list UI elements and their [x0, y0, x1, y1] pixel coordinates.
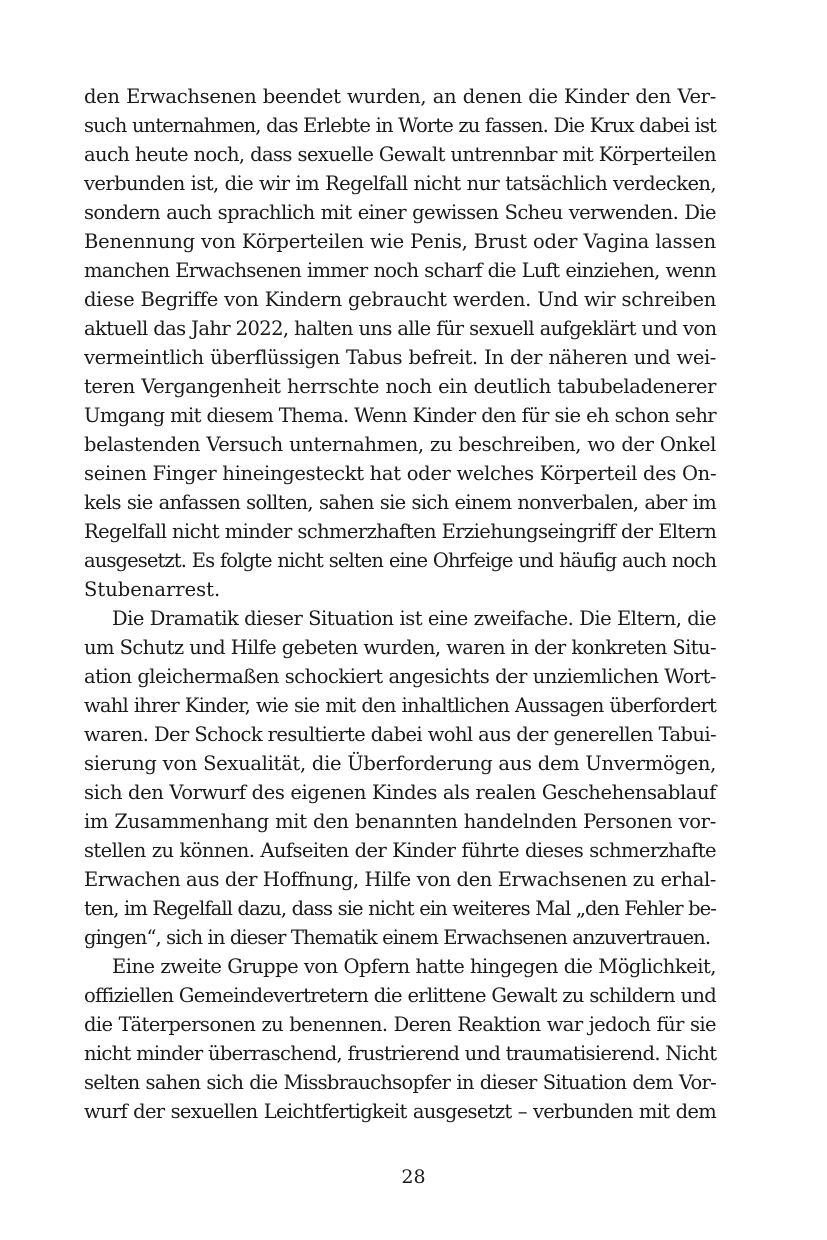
- text-line: nicht minder überraschend, frustrierend und traumatisierend. Nicht: [84, 1042, 717, 1065]
- text-line: offiziellen Gemeindevertretern die erlittene Gewalt zu schildern und: [84, 984, 716, 1007]
- text-line: vermeintlich überflüssigen Tabus befreit. In der näheren und wei-: [84, 346, 716, 369]
- text-line: Eine zweite Gruppe von Opfern hatte hingegen die Möglichkeit,: [112, 955, 716, 978]
- text-line: Stubenarrest.: [84, 578, 221, 601]
- text-line: sich den Vorwurf des eigenen Kindes als realen Geschehensablauf: [84, 781, 716, 804]
- text-line: manchen Erwachsenen immer noch scharf die Luft einziehen, wenn: [84, 259, 716, 282]
- paragraph-3: [84, 952, 716, 1126]
- text-line: selten sahen sich die Missbrauchsopfer in dieser Situation dem Vor-: [84, 1071, 716, 1094]
- text-line: kels sie anfassen sollten, sahen sie sich einem nonverbalen, aber im: [84, 491, 716, 514]
- text-line: um Schutz und Hilfe gebeten wurden, waren in der konkreten Situ-: [84, 636, 716, 659]
- text-line: such unternahmen, das Erlebte in Worte zu fassen. Die Krux dabei ist: [84, 114, 716, 137]
- book-page-text: [84, 82, 716, 1126]
- text-line: belastenden Versuch unternahmen, zu beschreiben, wo der Onkel: [84, 433, 716, 456]
- text-line: aktuell das Jahr 2022, halten uns alle für sexuell aufgeklärt und von: [84, 317, 717, 340]
- text-line: sondern auch sprachlich mit einer gewissen Scheu verwenden. Die: [84, 201, 716, 224]
- text-line: waren. Der Schock resultierte dabei wohl aus der generellen Tabui-: [84, 723, 716, 746]
- text-line: im Zusammenhang mit den benannten handelnden Personen vor-: [84, 810, 716, 833]
- page-number: 28: [401, 1166, 426, 1188]
- text-line: wurf der sexuellen Leichtfertigkeit ausgesetzt – verbunden mit dem: [84, 1100, 716, 1123]
- text-line: verbunden ist, die wir im Regelfall nicht nur tatsächlich verdecken,: [84, 172, 716, 195]
- text-line: gingen“, sich in dieser Thematik einem Erwachsenen anzuvertrauen.: [84, 926, 711, 949]
- text-line: Erwachen aus der Hoffnung, Hilfe von den Erwachsenen zu erhal-: [84, 868, 716, 891]
- text-line: Regelfall nicht minder schmerzhaften Erziehungseingriff der Eltern: [84, 520, 717, 543]
- text-line: teren Vergangenheit herrschte noch ein deutlich tabubeladenerer: [84, 375, 716, 398]
- paragraph-1: [84, 82, 716, 604]
- text-line: seinen Finger hineingesteckt hat oder welches Körperteil des On-: [84, 462, 717, 485]
- text-line: Die Dramatik dieser Situation ist eine zweifache. Die Eltern, die: [112, 607, 716, 630]
- text-line: die Täterpersonen zu benennen. Deren Reaktion war jedoch für sie: [84, 1013, 716, 1036]
- text-line: wahl ihrer Kinder, wie sie mit den inhaltlichen Aussagen überfordert: [84, 694, 716, 717]
- text-line: Umgang mit diesem Thema. Wenn Kinder den für sie eh schon sehr: [84, 404, 716, 427]
- text-line: ausgesetzt. Es folgte nicht selten eine Ohrfeige und häufig auch noch: [84, 549, 716, 572]
- text-line: ation gleichermaßen schockiert angesichts der unziemlichen Wort-: [84, 665, 716, 688]
- text-line: Benennung von Körperteilen wie Penis, Brust oder Vagina lassen: [84, 230, 716, 253]
- text-line: auch heute noch, dass sexuelle Gewalt untrennbar mit Körperteilen: [84, 143, 716, 166]
- text-line: stellen zu können. Aufseiten der Kinder führte dieses schmerzhafte: [84, 839, 716, 862]
- text-line: sierung von Sexualität, die Überforderung aus dem Unvermögen,: [84, 752, 716, 775]
- text-line: diese Begriffe von Kindern gebraucht werden. Und wir schreiben: [84, 288, 716, 311]
- text-line: den Erwachsenen beendet wurden, an denen die Kinder den Ver-: [84, 85, 716, 108]
- paragraph-2: [84, 604, 716, 952]
- text-line: ten, im Regelfall dazu, dass sie nicht ein weiteres Mal „den Fehler be-: [84, 897, 716, 920]
